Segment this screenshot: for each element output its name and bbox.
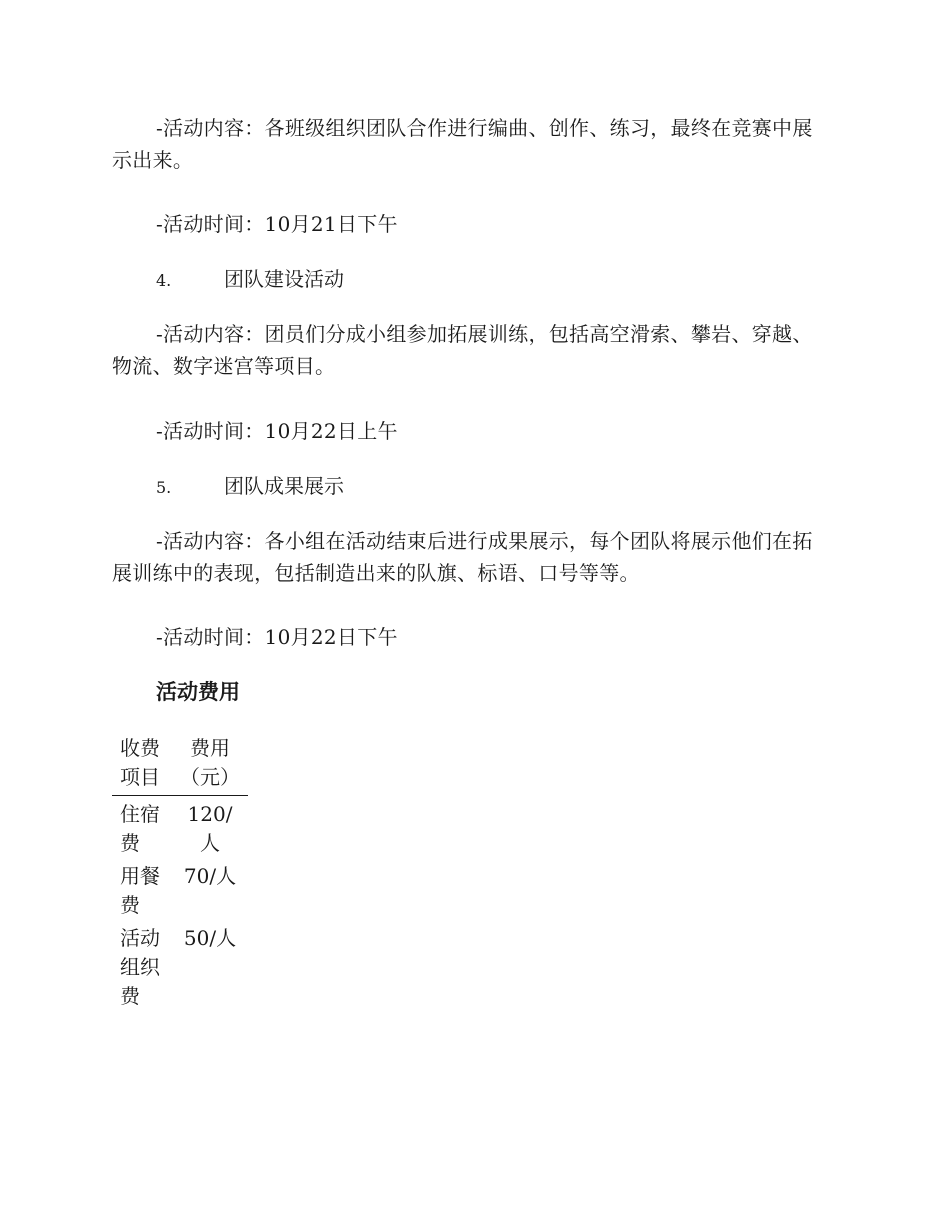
activity-time-paragraph: -活动时间：10月22日下午 [156,625,398,649]
fee-amount-cell: 50/人 [183,926,237,950]
list-number: 4. [156,271,172,290]
list-heading-title: 团队成果展示 [224,474,344,498]
activity-content-paragraph: -活动内容：各小组在活动结束后进行成果展示，每个团队将展示他们在拓展训练中的表现，包括制造出来的队旗、标语、口号等等。 [112,529,813,585]
fee-table [112,734,248,1015]
activity-content-paragraph: -活动内容：团员们分成小组参加拓展训练，包括高空滑索、攀岩、穿越、物流、数字迷宫等项目。 [112,322,813,378]
table-row [112,796,248,863]
table-row [112,862,248,924]
fee-item-cell: 住宿费 [120,802,160,855]
column-header-fee: 费用（元） [172,734,248,796]
list-heading [156,263,344,297]
fee-item-cell: 用餐费 [120,864,160,917]
section-title: 活动费用 [156,680,240,704]
list-heading [156,470,344,504]
activity-content-paragraph: -活动内容：各班级组织团队合作进行编曲、创作、练习，最终在竞赛中展示出来。 [112,116,813,172]
list-heading-title: 团队建设活动 [224,267,344,291]
activity-time-paragraph: -活动时间：10月21日下午 [156,212,398,236]
list-number: 5. [156,478,172,497]
column-header-item: 收费项目 [112,734,172,796]
activity-time-paragraph: -活动时间：10月22日上午 [156,419,398,443]
fee-amount-cell: 120/人 [187,802,233,855]
fee-amount-cell: 70/人 [183,864,237,888]
fee-item-cell: 活动组织费 [120,926,160,1008]
table-header-row [112,734,248,796]
table-row [112,924,248,1015]
